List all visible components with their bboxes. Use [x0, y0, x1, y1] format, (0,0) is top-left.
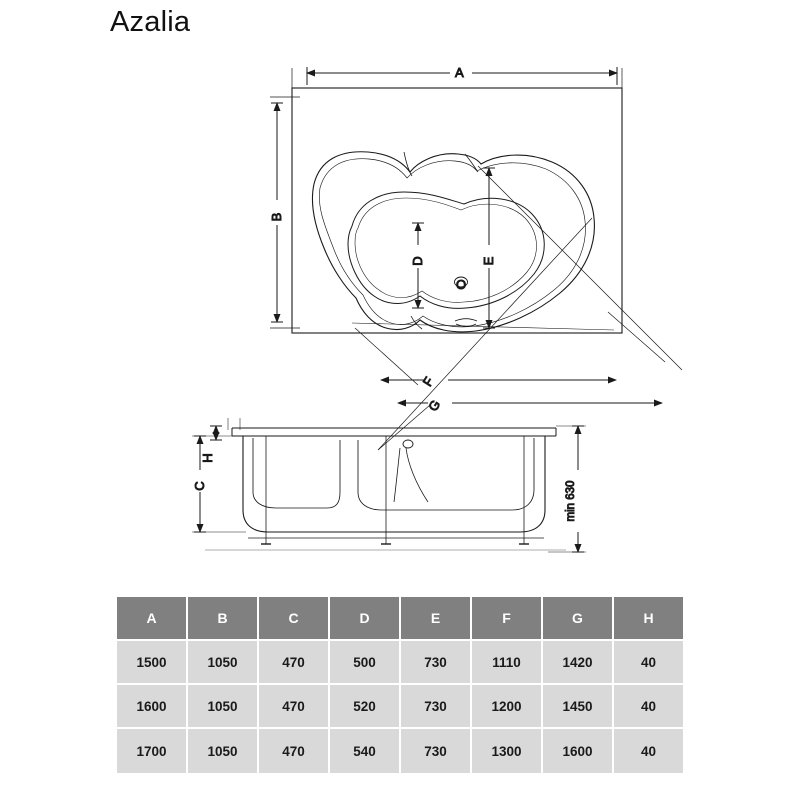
table-cell: 1600: [543, 729, 614, 773]
table-header-cell: E: [401, 597, 472, 641]
dim-label-G: G: [425, 397, 444, 414]
table-cell: 1600: [117, 685, 188, 729]
dim-label-E: E: [481, 256, 496, 266]
table-cell: 1110: [472, 641, 543, 685]
table-header-cell: B: [188, 597, 259, 641]
table-cell: 1050: [188, 641, 259, 685]
table-header-cell: H: [614, 597, 683, 641]
table-cell: 40: [614, 685, 683, 729]
dim-label-C: C: [192, 481, 207, 491]
table-cell: 40: [614, 729, 683, 773]
table-row: [117, 641, 683, 685]
table-cell: 1450: [543, 685, 614, 729]
table-cell: 40: [614, 641, 683, 685]
page-title: Azalia: [110, 6, 191, 38]
drawing-canvas: [0, 40, 800, 585]
dim-label-A: A: [455, 65, 464, 80]
table-cell: 540: [330, 729, 401, 773]
table-cell: 1050: [188, 685, 259, 729]
dim-label-min-height: min 630: [565, 480, 577, 522]
table-header-cell: C: [259, 597, 330, 641]
table-cell: 500: [330, 641, 401, 685]
table-cell: 470: [259, 729, 330, 773]
table-header-cell: G: [543, 597, 614, 641]
table-cell: 1420: [543, 641, 614, 685]
dim-label-F: F: [419, 374, 437, 389]
table-cell: 730: [401, 729, 472, 773]
table-header-row: [117, 597, 683, 641]
table-cell: 470: [259, 685, 330, 729]
dim-label-D: D: [410, 256, 425, 266]
table-cell: 470: [259, 641, 330, 685]
table-cell: 1500: [117, 641, 188, 685]
dim-label-H: H: [200, 453, 215, 463]
table-cell: 730: [401, 641, 472, 685]
dim-label-B: B: [269, 212, 284, 222]
table-cell: 1700: [117, 729, 188, 773]
table-cell: 1300: [472, 729, 543, 773]
table-header-cell: A: [117, 597, 188, 641]
table-header-cell: D: [330, 597, 401, 641]
table-header-cell: F: [472, 597, 543, 641]
table-cell: 730: [401, 685, 472, 729]
specification-table: [117, 597, 683, 773]
table-row: [117, 685, 683, 729]
dim-label-O: O: [455, 277, 467, 292]
table-cell: 1050: [188, 729, 259, 773]
table-cell: 1200: [472, 685, 543, 729]
table-row: [117, 729, 683, 773]
table-cell: 520: [330, 685, 401, 729]
